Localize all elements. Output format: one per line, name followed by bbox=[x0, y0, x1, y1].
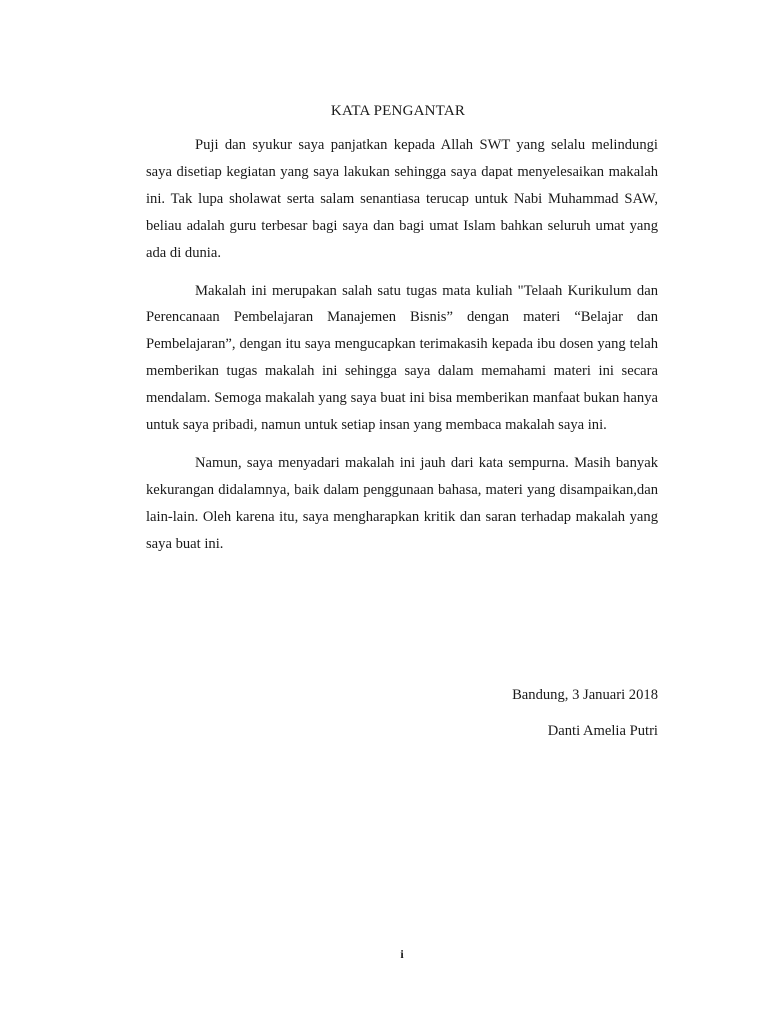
page-title: KATA PENGANTAR bbox=[330, 103, 466, 119]
page-number: i bbox=[400, 947, 404, 961]
paragraph-2: Makalah ini merupakan salah satu tugas mata kuliah "Telaah Kurikulum dan Perencanaan Pembelajaran Manajemen Bisnis” dengan materi “Belajar dan Pembelajaran”, dengan itu saya mengucapkan terimakasih kepada ibu dosen yang telah memberikan tugas makalah ini sehingga saya dalam memahami materi ini secara mendalam. Semoga makalah yang saya buat ini bisa memberikan manfaat bukan hanya untuk saya pribadi, namun untuk setiap insan yang membaca makalah saya ini. bbox=[146, 282, 658, 434]
document-body bbox=[146, 132, 658, 569]
paragraph-1: Puji dan syukur saya panjatkan kepada Allah SWT yang selalu melindungi saya disetiap kegiatan yang saya lakukan sehingga saya dapat menyelesaikan makalah ini. Tak lupa sholawat serta salam senantiasa terucap untuk Nabi Muhammad SAW, beliau adalah guru terbesar bagi saya dan bagi umat Islam bahkan seluruh umat yang ada di dunia. bbox=[146, 137, 658, 261]
author-name: Danti Amelia Putri bbox=[547, 723, 658, 739]
place-date: Bandung, 3 Januari 2018 bbox=[512, 687, 658, 703]
paragraph-3: Namun, saya menyadari makalah ini jauh dari kata sempurna. Masih banyak kekurangan didalamnya, baik dalam penggunaan bahasa, materi yang disampaikan,dan lain-lain. Oleh karena itu, saya mengharapkan kritik dan saran terhadap makalah yang saya buat ini. bbox=[146, 454, 658, 552]
